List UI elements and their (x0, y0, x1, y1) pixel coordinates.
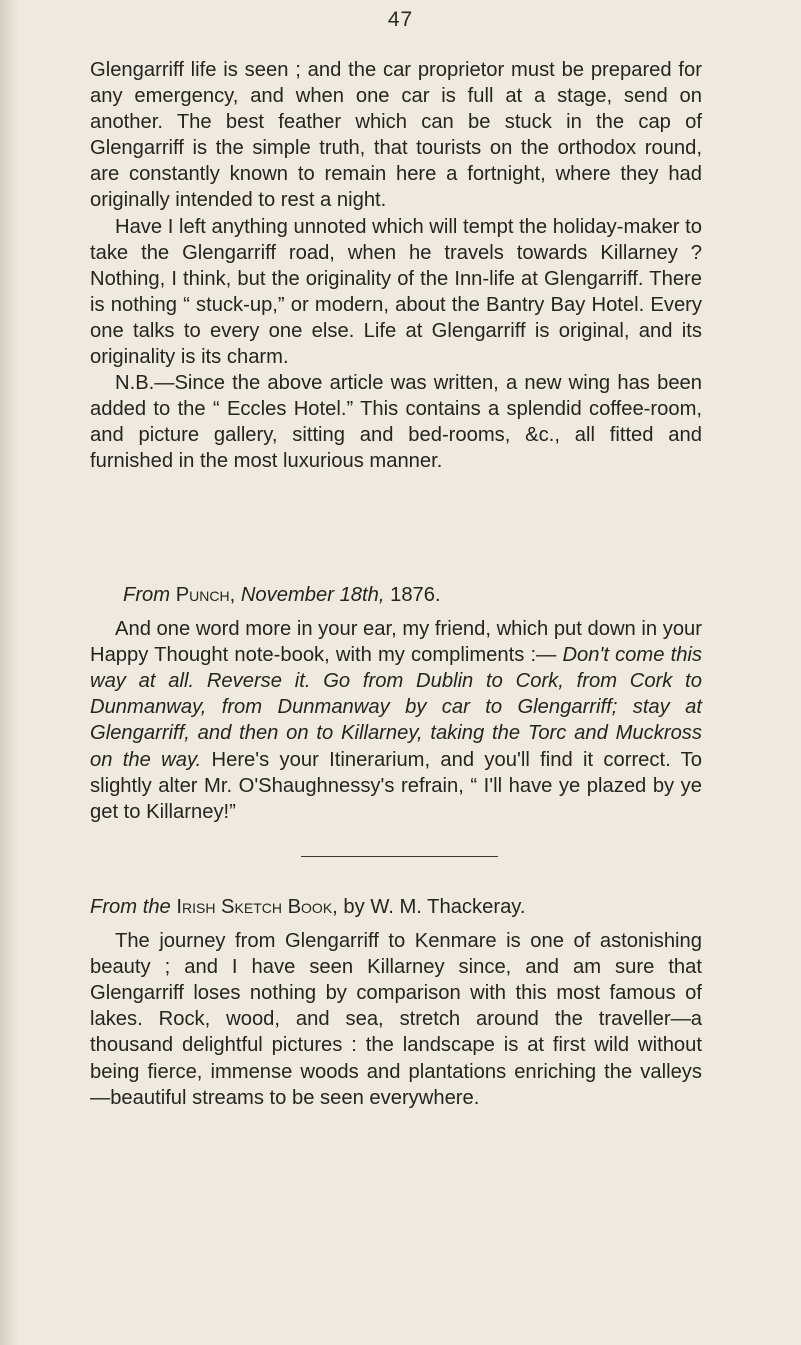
heading-date: November 18th, (240, 584, 385, 606)
heading-author: by W. M. Thackeray. (343, 896, 526, 918)
punch-body (90, 616, 702, 825)
section-divider (301, 856, 498, 857)
paragraph-continuation: Glengarriff life is seen ; and the car proprietor must be prepared for any emergency, and when one car is full at a stage, send on another. The best feather which can be stuck in the cap of Glengarriff is the simple truth, that tourists on the orthodox round, are constantly known to remain here a fortnight, where they had originally intended to rest a night. (90, 59, 702, 212)
punch-itinerary: Don't come this way at all. Reverse it. Go from Dublin to Cork, from Cork to Dunmanway, from Dunmanway by car to Glengarriff; stay at Glengarriff, and then on to Killarney, taking the Torc and Muckross on the way. (90, 644, 703, 771)
punch-heading (90, 582, 702, 608)
heading-year: 1876. (390, 584, 441, 606)
heading-from: From (123, 584, 171, 606)
section-glengarriff-article (90, 57, 702, 475)
thackeray-heading (90, 894, 702, 920)
section-thackeray-extract (90, 894, 702, 1111)
paragraph-nota-bene: N.B.—Since the above article was written, a new wing has been added to the “ Eccles Hotel.” This contains a splendid coffee-room, and picture gallery, sitting and bed-rooms, &c., all fitted and furnished in the most luxurious manner. (90, 372, 702, 473)
heading-source: Irish Sketch Book, (176, 896, 338, 918)
section-punch-extract (90, 582, 702, 825)
thackeray-body: The journey from Glengarriff to Kenmare is one of astonishing beauty ; and I have seen Killarney since, and am sure that Glengarriff loses nothing by comparison with this most famous of lakes. Rock, wood, and sea, stretch around the traveller—a thousand delightful pictures : the landscape is at first wild without being fierce, immense woods and plantations enriching the valleys—beautiful streams to be seen everywhere. (90, 930, 702, 1109)
paragraph-inn-life: Have I left anything unnoted which will tempt the holiday-maker to take the Glengarriff road, when he travels towards Killarney ? Nothing, I think, but the originality of the Inn-life at Glengarriff. There is nothing “ stuck-up,” or modern, about the Bantry Bay Hotel. Every one talks to every one else. Life at Glengarriff is original, and its originality is its charm. (90, 215, 702, 369)
page-number: 47 (387, 8, 414, 31)
punch-outro: Here's your Itinerarium, and you'll find it correct. To slightly alter Mr. O'Shaughnessy's refrain, “ I'll have ye plazed by ye get to Killarney!” (90, 748, 702, 823)
punch-intro: And one word more in your ear, my friend, which put down in your Happy Thought note-book, with my compliments :— (90, 618, 702, 667)
heading-from: From the (90, 896, 171, 918)
page-edge (0, 0, 20, 1345)
heading-source: Punch, (175, 584, 236, 606)
